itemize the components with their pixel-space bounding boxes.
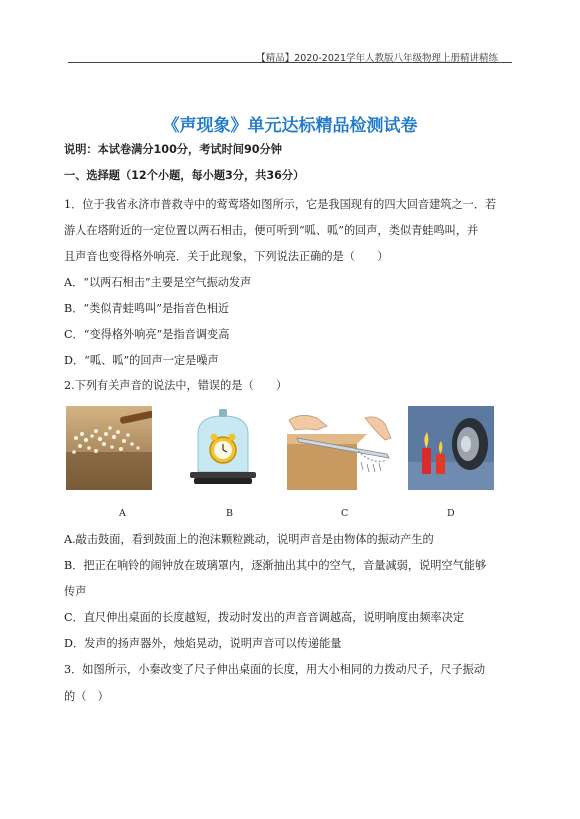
q3-line: 的（ ） — [64, 690, 109, 703]
q1-option-c: C．“变得格外响亮”是指音调变高 — [64, 328, 230, 341]
section-heading: 一、选择题（12个小题，每小题3分，共36分） — [64, 169, 305, 182]
q1-line: 1．位于我省永济市普救寺中的莺莺塔如图所示，它是我国现有的四大回音建筑之一．若 — [64, 198, 497, 211]
q1-line: 且声音也变得格外响亮．关于此现象，下列说法正确的是（ ） — [64, 250, 389, 263]
q2-option-c: C．直尺伸出桌面的长度越短，拨动时发出的声音音调越高，说明响度由频率决定 — [64, 611, 465, 624]
q2-stem: 2.下列有关声音的说法中，错误的是（ ） — [64, 379, 288, 392]
q1-option-d: D．“呱、呱”的回声一定是噪声 — [64, 354, 219, 367]
bell-jar-clock-image — [180, 406, 266, 490]
q3-line: 3．如图所示，小秦改变了尺子伸出桌面的长度，用大小相同的力拨动尺子，尺子振动 — [64, 663, 486, 676]
image-label-c: C — [341, 508, 349, 519]
image-label-b: B — [226, 508, 233, 519]
q1-line: 游人在塔附近的一定位置以两石相击，便可听到“呱、呱”的回声，类似青蛙鸣叫，并 — [64, 224, 479, 237]
ruler-table-image — [287, 404, 401, 490]
image-label-a: A — [119, 508, 126, 519]
q2-option-a: A.敲击鼓面，看到鼓面上的泡沫颗粒跳动，说明声音是由物体的振动产生的 — [64, 533, 434, 546]
image-label-d: D — [447, 508, 455, 519]
q2-option-d: D．发声的扬声器外，烛焰晃动，说明声音可以传递能量 — [64, 637, 342, 650]
instructions: 说明：本试卷满分100分，考试时间90分钟 — [64, 143, 282, 156]
q2-option-b: B．把正在响铃的闹钟放在玻璃罩内，逐渐抽出其中的空气，音量减弱，说明空气能够 — [64, 559, 487, 572]
document-title: 《声现象》单元达标精品检测试卷 — [162, 116, 418, 136]
speaker-candle-image — [408, 406, 494, 490]
header-rule — [68, 62, 512, 63]
drum-foam-image — [66, 406, 152, 490]
q2-option-b-cont: 传声 — [64, 585, 87, 598]
q1-option-b: B．“类似青蛙鸣叫”是指音色相近 — [64, 302, 230, 315]
q1-option-a: A．“以两石相击”主要是空气振动发声 — [64, 276, 252, 289]
header-text: 【精品】2020-2021学年人教版八年级物理上册精讲精练 — [256, 53, 498, 64]
